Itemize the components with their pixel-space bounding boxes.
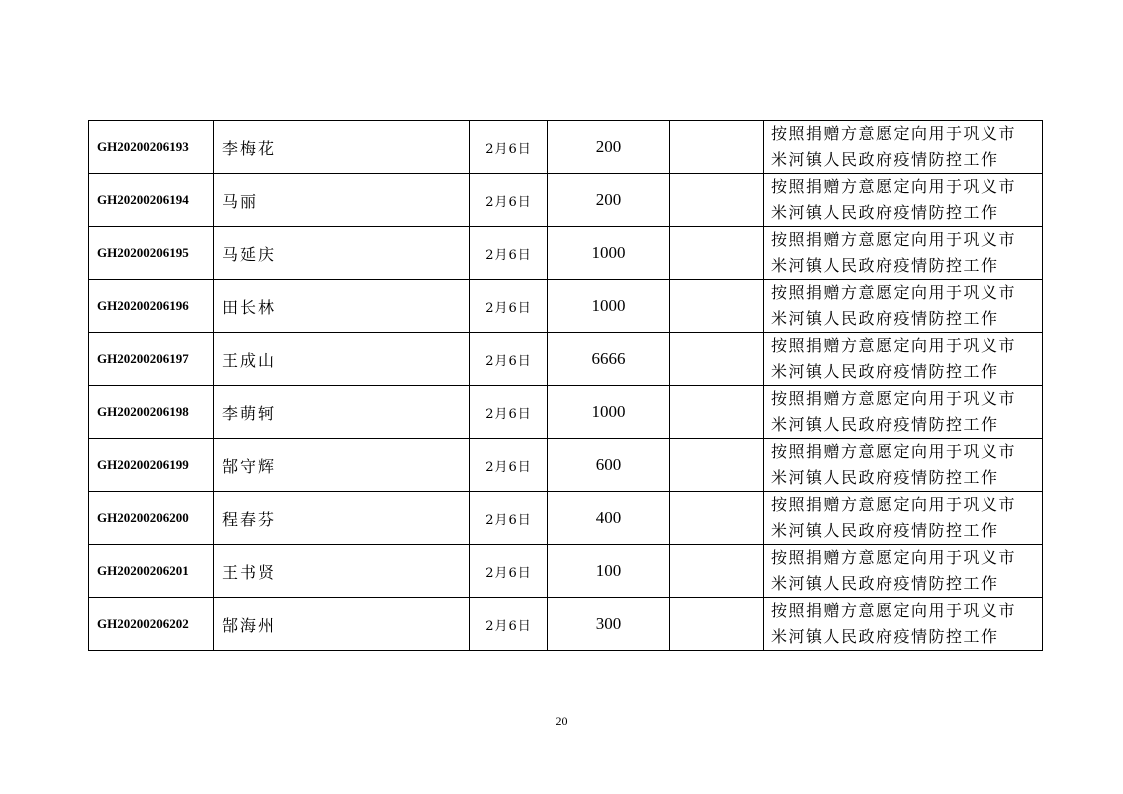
- donor-name: 郜海州: [214, 598, 470, 651]
- donation-date: 2月6日: [470, 174, 548, 227]
- donation-table-body: [89, 121, 1043, 651]
- table-row: [89, 333, 1043, 386]
- remark-cell: [670, 439, 764, 492]
- purpose-line-1: 按照捐赠方意愿定向用于巩义市: [771, 495, 1017, 514]
- donation-table: [88, 120, 1043, 651]
- purpose-line-2: 米河镇人民政府疫情防控工作: [771, 627, 999, 646]
- purpose-line-1: 按照捐赠方意愿定向用于巩义市: [771, 548, 1017, 567]
- table-row: [89, 439, 1043, 492]
- donation-date: 2月6日: [470, 492, 548, 545]
- donation-date: 2月6日: [470, 598, 548, 651]
- purpose-line-2: 米河镇人民政府疫情防控工作: [771, 203, 999, 222]
- remark-cell: [670, 174, 764, 227]
- donation-purpose: [764, 280, 1043, 333]
- remark-cell: [670, 492, 764, 545]
- purpose-line-1: 按照捐赠方意愿定向用于巩义市: [771, 389, 1017, 408]
- remark-cell: [670, 121, 764, 174]
- donor-name: 郜守辉: [214, 439, 470, 492]
- donation-amount: 1000: [548, 386, 670, 439]
- donation-id: GH20200206199: [89, 439, 214, 492]
- remark-cell: [670, 598, 764, 651]
- purpose-line-1: 按照捐赠方意愿定向用于巩义市: [771, 230, 1017, 249]
- table-row: [89, 598, 1043, 651]
- donation-date: 2月6日: [470, 333, 548, 386]
- donor-name: 李萌轲: [214, 386, 470, 439]
- table-row: [89, 121, 1043, 174]
- donation-id: GH20200206201: [89, 545, 214, 598]
- table-row: [89, 174, 1043, 227]
- donation-date: 2月6日: [470, 545, 548, 598]
- donation-purpose: [764, 598, 1043, 651]
- donation-purpose: [764, 545, 1043, 598]
- donation-id: GH20200206195: [89, 227, 214, 280]
- donation-id: GH20200206196: [89, 280, 214, 333]
- donation-amount: 200: [548, 121, 670, 174]
- purpose-line-2: 米河镇人民政府疫情防控工作: [771, 574, 999, 593]
- donor-name: 马延庆: [214, 227, 470, 280]
- donor-name: 王书贤: [214, 545, 470, 598]
- donation-purpose: [764, 492, 1043, 545]
- donation-amount: 200: [548, 174, 670, 227]
- purpose-line-1: 按照捐赠方意愿定向用于巩义市: [771, 124, 1017, 143]
- donation-id: GH20200206202: [89, 598, 214, 651]
- donation-id: GH20200206200: [89, 492, 214, 545]
- table-row: [89, 386, 1043, 439]
- donation-amount: 300: [548, 598, 670, 651]
- table-row: [89, 227, 1043, 280]
- donation-amount: 400: [548, 492, 670, 545]
- purpose-line-1: 按照捐赠方意愿定向用于巩义市: [771, 283, 1017, 302]
- donation-purpose: [764, 227, 1043, 280]
- remark-cell: [670, 227, 764, 280]
- page-number: 20: [555, 714, 568, 728]
- donation-id: GH20200206198: [89, 386, 214, 439]
- donor-name: 王成山: [214, 333, 470, 386]
- purpose-line-2: 米河镇人民政府疫情防控工作: [771, 256, 999, 275]
- donation-date: 2月6日: [470, 280, 548, 333]
- donation-purpose: [764, 333, 1043, 386]
- purpose-line-2: 米河镇人民政府疫情防控工作: [771, 362, 999, 381]
- donation-purpose: [764, 386, 1043, 439]
- donation-purpose: [764, 439, 1043, 492]
- remark-cell: [670, 280, 764, 333]
- remark-cell: [670, 333, 764, 386]
- purpose-line-2: 米河镇人民政府疫情防控工作: [771, 521, 999, 540]
- purpose-line-2: 米河镇人民政府疫情防控工作: [771, 468, 999, 487]
- table-row: [89, 280, 1043, 333]
- purpose-line-1: 按照捐赠方意愿定向用于巩义市: [771, 601, 1017, 620]
- donation-id: GH20200206197: [89, 333, 214, 386]
- remark-cell: [670, 545, 764, 598]
- donation-amount: 1000: [548, 227, 670, 280]
- donor-name: 马丽: [214, 174, 470, 227]
- donation-amount: 1000: [548, 280, 670, 333]
- donation-id: GH20200206193: [89, 121, 214, 174]
- donation-date: 2月6日: [470, 121, 548, 174]
- purpose-line-1: 按照捐赠方意愿定向用于巩义市: [771, 336, 1017, 355]
- remark-cell: [670, 386, 764, 439]
- donation-date: 2月6日: [470, 386, 548, 439]
- donation-date: 2月6日: [470, 439, 548, 492]
- donation-amount: 6666: [548, 333, 670, 386]
- purpose-line-2: 米河镇人民政府疫情防控工作: [771, 150, 999, 169]
- donation-purpose: [764, 174, 1043, 227]
- donation-amount: 600: [548, 439, 670, 492]
- donation-amount: 100: [548, 545, 670, 598]
- donation-id: GH20200206194: [89, 174, 214, 227]
- donor-name: 田长林: [214, 280, 470, 333]
- donor-name: 程春芬: [214, 492, 470, 545]
- purpose-line-2: 米河镇人民政府疫情防控工作: [771, 309, 999, 328]
- donation-purpose: [764, 121, 1043, 174]
- purpose-line-1: 按照捐赠方意愿定向用于巩义市: [771, 442, 1017, 461]
- table-row: [89, 492, 1043, 545]
- purpose-line-1: 按照捐赠方意愿定向用于巩义市: [771, 177, 1017, 196]
- donation-date: 2月6日: [470, 227, 548, 280]
- purpose-line-2: 米河镇人民政府疫情防控工作: [771, 415, 999, 434]
- donor-name: 李梅花: [214, 121, 470, 174]
- table-row: [89, 545, 1043, 598]
